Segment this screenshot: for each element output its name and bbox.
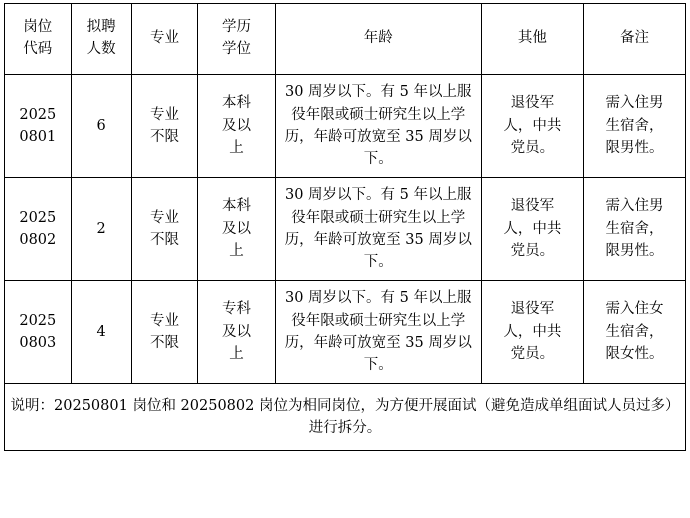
cell-other [481,281,583,384]
major-line1: 专业 [150,312,180,329]
other-line3: 党员。 [510,140,555,157]
other-line1: 退役军 [510,95,555,112]
degree-line1: 专科 [221,301,251,318]
remark-line3: 限女性。 [605,346,664,363]
cell-remark [583,178,685,281]
column-header-hire-count-line2: 人数 [86,41,116,57]
degree-line3: 上 [229,346,244,363]
major-line1: 专业 [150,106,180,123]
remark-line1: 需入住女 [605,301,664,318]
cell-degree [198,281,275,384]
job-code-line1: 2025 [19,312,57,329]
column-header-major-line1: 专业 [150,30,180,47]
other-line2: 人，中共 [503,323,562,340]
column-header-hire-count-line1: 拟聘 [86,19,116,36]
column-header-other-line1: 其他 [517,30,547,47]
cell-major [131,178,198,281]
cell-hire-count: 4 [71,281,131,384]
other-line1: 退役军 [510,301,555,318]
column-header-age [275,4,481,75]
remark-line2: 生宿舍， [605,117,664,134]
column-header-degree-line1: 学历 [221,19,251,36]
cell-age: 30 周岁以下。有 5 年以上服役年限或硕士研究生以上学历，年龄可放宽至 35 周岁以下。 [275,281,481,384]
degree-line2: 及以 [221,323,251,340]
job-code-line1: 2025 [19,209,57,226]
cell-remark [583,75,685,178]
degree-line3: 上 [229,140,244,157]
cell-age: 30 周岁以下。有 5 年以上服役年限或硕士研究生以上学历，年龄可放宽至 35 周岁以下。 [275,178,481,281]
cell-major [131,75,198,178]
cell-job-code [5,178,72,281]
column-header-degree [198,4,275,75]
degree-line2: 及以 [221,220,251,237]
cell-other [481,75,583,178]
remark-line3: 限男性。 [605,243,664,260]
other-line3: 党员。 [510,346,555,363]
table-row [5,281,686,384]
column-header-degree-line2: 学位 [221,41,251,57]
column-header-major [131,4,198,75]
table-row [5,178,686,281]
table-row [5,75,686,178]
job-code-line2: 0803 [19,335,57,351]
remark-line3: 限男性。 [605,140,664,157]
remark-line1: 需入住男 [605,198,664,215]
job-code-line1: 2025 [19,106,57,123]
job-code-line2: 0801 [19,129,57,145]
cell-degree [198,75,275,178]
degree-line1: 本科 [221,95,251,112]
major-line2: 不限 [150,335,180,351]
table-header-row [5,4,686,75]
table-note: 说明：20250801 岗位和 20250802 岗位为相同岗位，为方便开展面试（避免造成单组面试人员过多）进行拆分。 [5,384,686,451]
job-code-line2: 0802 [19,232,57,248]
column-header-remark-line1: 备注 [619,30,649,47]
major-line2: 不限 [150,232,180,248]
degree-line2: 及以 [221,117,251,134]
cell-age: 30 周岁以下。有 5 年以上服役年限或硕士研究生以上学历，年龄可放宽至 35 周岁以下。 [275,75,481,178]
cell-remark [583,281,685,384]
cell-hire-count: 6 [71,75,131,178]
degree-line1: 本科 [221,198,251,215]
column-header-remark [583,4,685,75]
column-header-hire-count [71,4,131,75]
remark-line2: 生宿舍， [605,220,664,237]
other-line3: 党员。 [510,243,555,260]
other-line1: 退役军 [510,198,555,215]
major-line1: 专业 [150,209,180,226]
column-header-job-code-line1: 岗位 [23,19,53,36]
other-line2: 人，中共 [503,117,562,134]
major-line2: 不限 [150,129,180,145]
cell-job-code [5,75,72,178]
column-header-other [481,4,583,75]
cell-other [481,178,583,281]
table-note-row [5,384,686,451]
recruitment-table [4,3,686,451]
cell-hire-count: 2 [71,178,131,281]
column-header-job-code-line2: 代码 [23,41,53,57]
cell-major [131,281,198,384]
column-header-job-code [5,4,72,75]
column-header-age-line1: 年龄 [363,30,393,47]
cell-degree [198,178,275,281]
remark-line1: 需入住男 [605,95,664,112]
other-line2: 人，中共 [503,220,562,237]
cell-job-code [5,281,72,384]
degree-line3: 上 [229,243,244,260]
remark-line2: 生宿舍， [605,323,664,340]
document-page [0,3,690,518]
